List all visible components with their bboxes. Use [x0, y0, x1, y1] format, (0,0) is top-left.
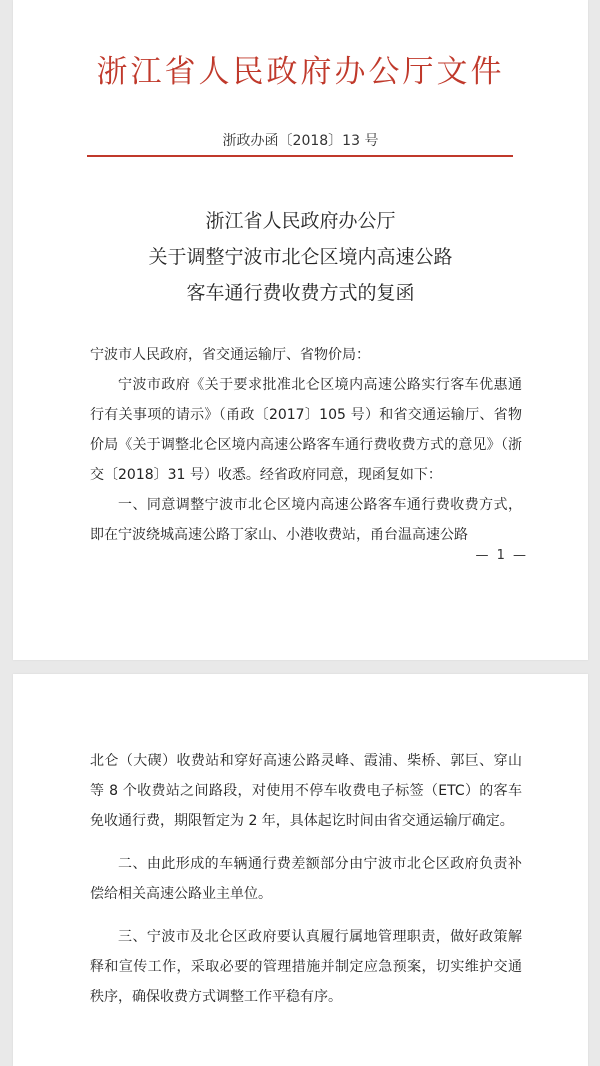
document-body	[90, 746, 522, 1025]
body-paragraph: 宁波市政府《关于要求批准北仑区境内高速公路实行客车优惠通行有关事项的请示》（甬政〔2017〕105 号）和省交通运输厅、省物价局《关于调整北仑区境内高速公路客车通行费收费方式的意见》（浙交〔2018〕31 号）收悉。经省政府同意，现函复如下：	[90, 377, 522, 483]
title-line-2: 关于调整宁波市北仑区境内高速公路	[148, 246, 453, 268]
body-paragraph: 二、由此形成的车辆通行费差额部分由宁波市北仑区政府负责补偿给相关高速公路业主单位。	[90, 856, 522, 902]
document-page-1	[13, 0, 588, 660]
body-paragraph: 北仑（大碶）收费站和穿好高速公路灵峰、霞浦、柴桥、郭巨、穿山等 8 个收费站之间路段，对使用不停车收费电子标签（ETC）的客车免收通行费，期限暂定为 2 年，具体起讫时间由省交通运输厅确定。	[90, 753, 522, 829]
title-line-3: 客车通行费收费方式的复函	[186, 282, 415, 304]
body-paragraph: 一、同意调整宁波市北仑区境内高速公路客车通行费收费方式，即在宁波绕城高速公路丁家山、小港收费站，甬台温高速公路	[90, 497, 522, 543]
document-number: 浙政办函〔2018〕13 号	[222, 133, 379, 149]
document-header: 浙江省人民政府办公厅文件	[96, 54, 505, 90]
red-divider	[87, 155, 513, 157]
body-paragraph: 三、宁波市及北仑区政府要认真履行属地管理职责，做好政策解释和宣传工作，采取必要的管理措施并制定应急预案，切实维护交通秩序，确保收费方式调整工作平稳有序。	[90, 929, 522, 1005]
title-line-1: 浙江省人民政府办公厅	[205, 210, 396, 232]
salutation: 宁波市人民政府，省交通运输厅、省物价局：	[90, 347, 370, 363]
document-page-2	[13, 674, 588, 1066]
document-title	[13, 203, 588, 311]
page-number: — 1 —	[475, 548, 528, 563]
document-body	[90, 340, 522, 550]
